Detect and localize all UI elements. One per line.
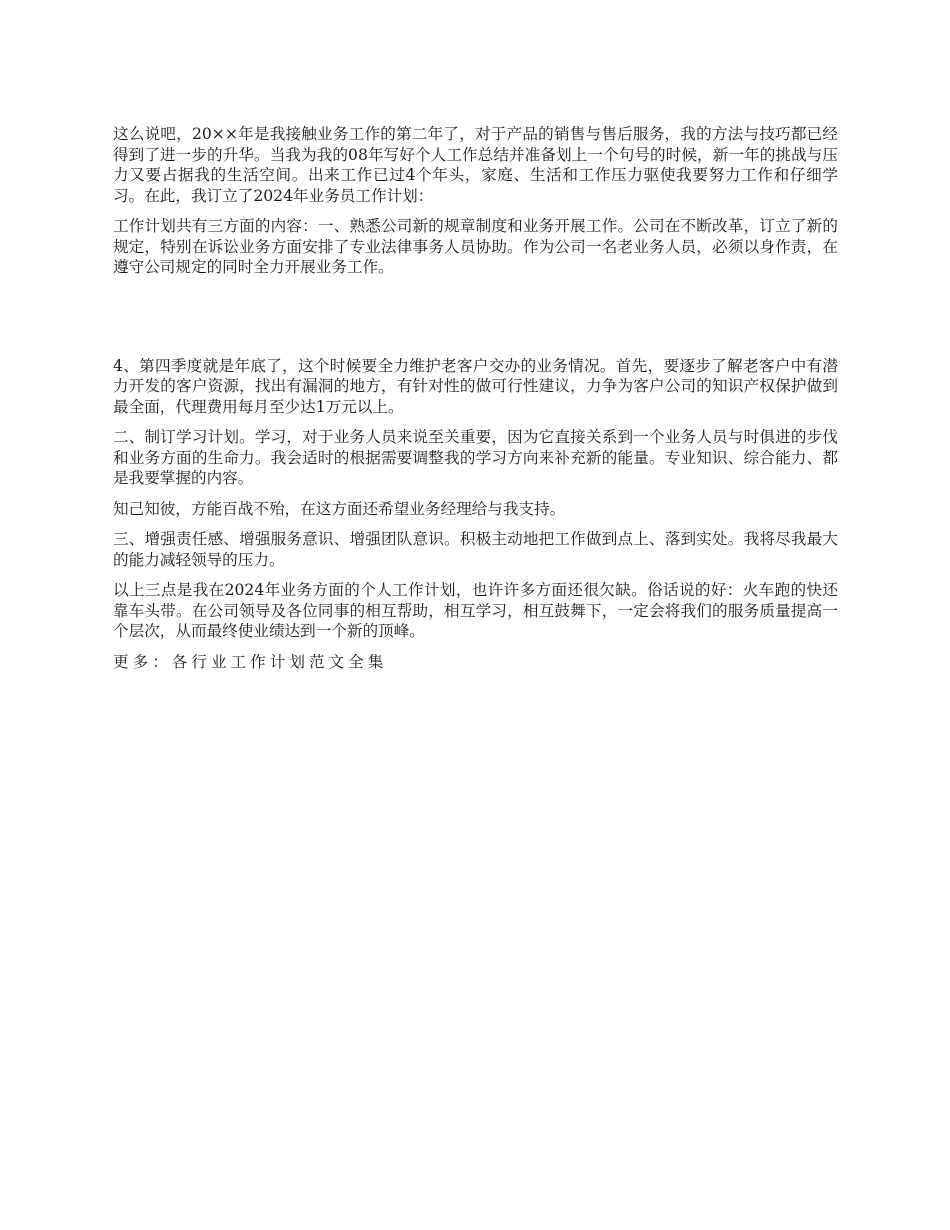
paragraph-intro: 这么说吧，20××年是我接触业务工作的第二年了，对于产品的销售与售后服务，我的方法与技巧都已经得到了进一步的升华。当我为我的08年写好个人工作总结并准备划上一个句号的时候，新一年的挑战与压力又要占据我的生活空间。出来工作已过4个年头，家庭、生活和工作压力驱使我要努力工作和仔细学习。在此，我订立了2024年业务员工作计划： xyxy=(113,125,838,205)
blank-gap xyxy=(113,288,838,356)
paragraph-conclusion: 以上三点是我在2024年业务方面的个人工作计划，也许许多方面还很欠缺。俗话说的好：火车跑的快还靠车头带。在公司领导及各位同事的相互帮助，相互学习，相互鼓舞下，一定会将我们的服务质量提高一个层次，从而最终使业绩达到一个新的顶峰。 xyxy=(113,581,838,640)
paragraph-fourth-quarter: 4、第四季度就是年底了，这个时候要全力维护老客户交办的业务情况。首先，要逐步了解老客户中有潜力开发的客户资源，找出有漏洞的地方，有针对性的做可行性建议，力争为客户公司的知识产权保护做到最全面，代理费用每月至少达1万元以上。 xyxy=(113,356,838,416)
more-link[interactable]: 更多：各行业工作计划范文全集 xyxy=(113,652,388,671)
paragraph-plan-overview: 工作计划共有三方面的内容：一、熟悉公司新的规章制度和业务开展工作。公司在不断改革，订立了新的规定，特别在诉讼业务方面安排了专业法律事务人员协助。作为公司一名老业务人员，必须以身作责，在遵守公司规定的同时全力开展业务工作。 xyxy=(113,217,838,276)
paragraph-study-plan: 二、制订学习计划。学习，对于业务人员来说至关重要，因为它直接关系到一个业务人员与时俱进的步伐和业务方面的生命力。我会适时的根据需要调整我的学习方向来补充新的能量。专业知识、综合能力、都是我要掌握的内容。 xyxy=(113,428,838,487)
document-body xyxy=(113,124,838,672)
paragraph-responsibility: 三、增强责任感、增强服务意识、增强团队意识。积极主动地把工作做到点上、落到实处。我将尽我最大的能力减轻领导的压力。 xyxy=(113,530,838,569)
paragraph-support: 知己知彼，方能百战不殆，在这方面还希望业务经理给与我支持。 xyxy=(113,499,566,518)
